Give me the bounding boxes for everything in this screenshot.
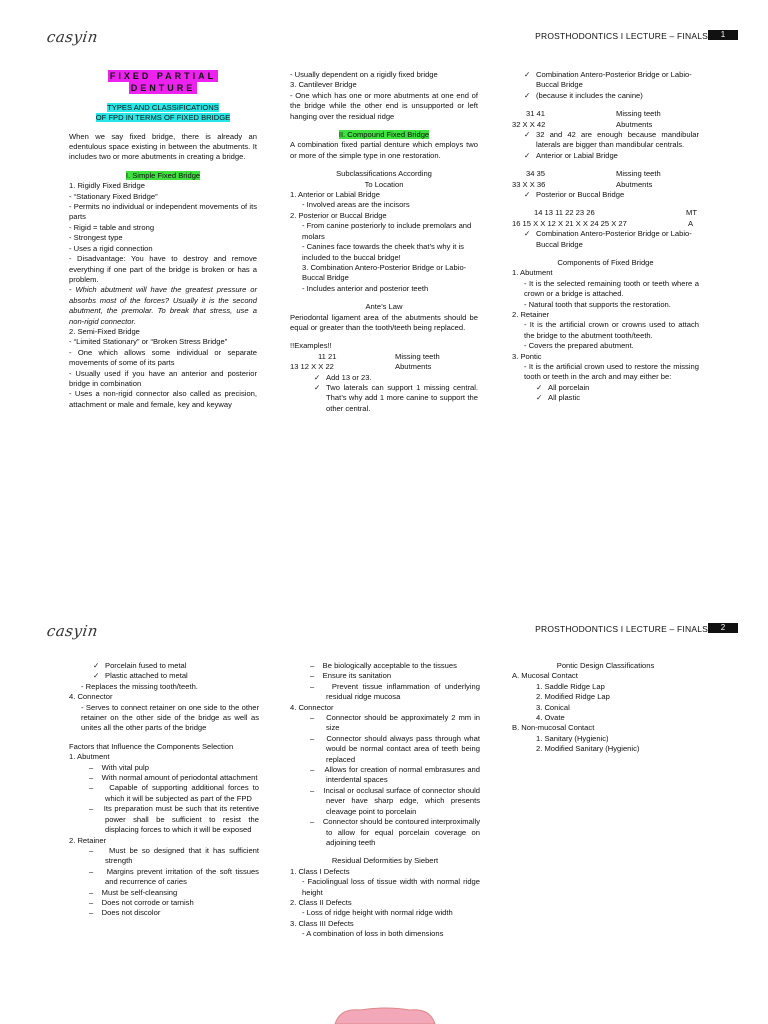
missing-teeth-label: Missing teeth <box>395 351 440 361</box>
check-item: ✓ All plastic <box>512 393 699 403</box>
column-1 <box>69 70 257 410</box>
list-item: - Involved areas are the incisors <box>302 200 410 210</box>
siebert-heading: Residual Deformities by Siebert <box>331 856 439 866</box>
pontic-design-heading: Pontic Design Classifications <box>556 661 655 670</box>
subclass-heading-1: Subclassifications According <box>336 169 432 179</box>
doc-title-line1: FIXED PARTIAL <box>109 71 217 81</box>
example-row <box>512 208 699 218</box>
abutments-label: Abutments <box>395 362 432 372</box>
check-item: ✓ Two laterals can support 1 missing central. That’s why add 1 more canine to support the other central. <box>290 383 478 414</box>
list-item: – Allows for creation of normal embrasures and interdental spaces <box>310 765 480 785</box>
abutment-numbers: 16 15 X X 12 X 21 X X 24 25 X 27 <box>512 218 627 228</box>
teeth-numbers: 31 41 <box>526 109 546 119</box>
list-item: 3. Combination Antero-Posterior Bridge or Labio-Buccal Bridge <box>302 262 467 283</box>
list-item: - Natural tooth that supports the restoration. <box>524 299 671 309</box>
mt-label: MT <box>686 208 697 218</box>
abutments-label: Abutments <box>616 119 653 129</box>
course-header: PROSTHODONTICS I LECTURE – FINALS <box>535 624 708 634</box>
list-item: – Capable of supporting additional forces to which it will be subjected as part of the FPD <box>89 783 259 803</box>
list-item: A. Mucosal Contact <box>512 671 578 681</box>
doc-title-line2: DENTURE <box>130 83 196 94</box>
list-item: - Usually dependent on a rigidly fixed bridge <box>290 70 438 79</box>
missing-teeth-label: Missing teeth <box>616 109 661 119</box>
page-number: 1 <box>708 30 738 40</box>
example-row <box>512 120 699 130</box>
abutments-label: Abutments <box>616 179 653 189</box>
column-3 <box>512 661 699 755</box>
list-item: - One which has one or more abutments at one end of the bridge while the other end is unsupported or left hanging over the residual ridge <box>290 90 478 121</box>
list-item: - Disadvantage: You have to destroy and remove everything if one part of the bridge is broken or has a problem. <box>69 254 257 284</box>
list-item: - Serves to connect retainer on one side to the other retainer on the other side of the bridge as well as unites all the other parts of the bridge <box>81 702 259 733</box>
tooth-illustration <box>330 1004 440 1024</box>
list-item: - Strongest type <box>69 233 123 243</box>
list-item: 2. Modified Sanitary (Hygienic) <box>536 744 640 754</box>
list-item: – With normal amount of periodontal attachment <box>89 773 258 783</box>
teeth-numbers: 14 13 11 22 23 26 <box>534 208 595 218</box>
list-item: – Connector should be approximately 2 mm in size <box>310 713 480 733</box>
list-item: - “Limited Stationary” or “Broken Stress Bridge” <box>69 337 228 347</box>
list-item: - From canine posteriorly to include premolars and molars <box>302 221 472 241</box>
page-2 <box>0 600 768 1024</box>
list-item: 1. Saddle Ridge Lap <box>536 681 605 691</box>
list-item: - Permits no individual or independent movements of its parts <box>69 202 257 222</box>
list-item: – Connector should be contoured interproximally to allow for equal porcelain coverage on adjoining teeth <box>310 817 480 847</box>
list-item: 3. Class III Defects <box>290 918 354 928</box>
list-item: - Which abutment will have the greatest pressure or absorbs most of the forces? Usually it is the second abutment, the premolar. To break that stress, use a non-rigid connector. <box>69 285 257 326</box>
list-item: - Covers the prepared abutment. <box>524 341 634 351</box>
list-item: - One which allows some individual or separate movements of some of its parts <box>69 347 257 368</box>
list-item: 1. Anterior or Labial Bridge <box>290 190 380 200</box>
list-item: 1. Abutment <box>512 268 553 278</box>
list-item: 2. Retainer <box>512 310 550 320</box>
list-item: 4. Connector <box>290 702 334 712</box>
list-item: - It is the artificial crown or crowns used to attach the bridge to the abutment tooth/teeth. <box>524 320 699 340</box>
subclass-heading-2: To Location <box>364 179 404 189</box>
components-heading: Components of Fixed Bridge <box>557 258 654 267</box>
list-item: 1. Class I Defects <box>290 866 350 876</box>
list-item: - “Stationary Fixed Bridge” <box>69 191 158 201</box>
check-item: ✓ Combination Antero-Posterior Bridge or Labio-Buccal Bridge <box>512 70 699 91</box>
list-item: 4. Connector <box>69 692 113 702</box>
list-item: – Prevent tissue inflammation of underlying residual ridge mucosa <box>310 681 480 702</box>
list-item: – Be biologically acceptable to the tissues <box>310 661 457 670</box>
list-item: 2. Semi-Fixed Bridge <box>69 326 140 336</box>
check-item: ✓ Porcelain fused to metal <box>69 661 259 671</box>
column-1 <box>69 661 259 919</box>
list-item: – Must be self-cleansing <box>89 887 178 897</box>
subtitle-line2: OF FPD IN TERMS OF FIXED BRIDGE <box>95 113 231 123</box>
abutment-numbers: 33 X X 36 <box>512 179 546 189</box>
check-item: ✓ All porcelain <box>512 383 699 393</box>
factors-heading: Factors that Influence the Components Selection <box>69 741 234 751</box>
list-item: 1. Abutment <box>69 752 110 762</box>
example-row <box>290 362 478 372</box>
list-item: - Canines face towards the cheek that’s why it is included to the buccal bridge! <box>302 242 464 262</box>
teeth-numbers: 34 35 <box>526 169 546 179</box>
check-item: ✓ Posterior or Buccal Bridge <box>512 190 699 200</box>
list-item: – Ensure its sanitation <box>310 671 392 681</box>
examples-label: !!Examples!! <box>290 341 332 351</box>
list-item: 3. Pontic <box>512 351 542 361</box>
list-item: – Must be so designed that it has sufficient strength <box>89 845 259 866</box>
list-item: 2. Modified Ridge Lap <box>536 692 610 702</box>
subtitle-line1: TYPES AND CLASSIFICATIONS <box>107 102 219 112</box>
example-row <box>290 352 478 362</box>
list-item: – With vital pulp <box>89 762 149 772</box>
example-row <box>512 169 699 179</box>
abutment-numbers: 32 X X 42 <box>512 119 546 129</box>
check-item: ✓ Anterior or Labial Bridge <box>512 151 699 161</box>
list-item: 2. Retainer <box>69 835 107 845</box>
check-item: ✓ 32 and 42 are enough because mandibular laterals are bigger than mandibular centrals. <box>512 130 699 151</box>
example-row <box>512 219 699 229</box>
example-row <box>512 180 699 190</box>
logo: casyin <box>45 622 100 640</box>
list-item: - Rigid = table and strong <box>69 222 155 232</box>
list-item: B. Non-mucosal Contact <box>512 723 595 733</box>
list-item: - Replaces the missing tooth/teeth. <box>81 681 198 691</box>
list-item: – Does not discolor <box>89 908 161 918</box>
intro-paragraph: When we say fixed bridge, there is already an edentulous space existing in between the abutments. It includes two or more abutments in creating a bridge. <box>69 131 257 162</box>
list-item: 2. Class II Defects <box>290 897 352 907</box>
list-item: - It is the selected remaining tooth or teeth where a crown or a bridge is attached. <box>524 278 699 299</box>
missing-teeth-label: Missing teeth <box>616 169 661 179</box>
list-item: 3. Cantilever Bridge <box>290 80 357 90</box>
list-item: - A combination of loss in both dimensions <box>302 929 444 939</box>
list-item: - It is the artificial crown used to restore the missing tooth or teeth in the arch and may either be: <box>524 362 699 382</box>
teeth-numbers: 11 21 <box>318 351 337 361</box>
list-item: – Incisal or occlusal surface of connector should never have sharp edge, which presents cleavage point to porcelain <box>310 785 480 816</box>
list-item: 4. Ovate <box>536 713 565 723</box>
list-item: 1. Rigidly Fixed Bridge <box>69 181 145 191</box>
list-item: 1. Sanitary (Hygienic) <box>536 733 609 743</box>
column-2 <box>290 661 480 940</box>
list-item: - Usually used if you have an anterior and posterior bridge in combination <box>69 368 257 388</box>
check-item: ✓ (because it includes the canine) <box>512 91 699 101</box>
list-item: – Its preparation must be such that its retentive power shall be sufficient to resist the displacing forces to which it will be exposed <box>89 804 260 835</box>
list-item: – Margins prevent irritation of the soft tissues and recurrence of caries <box>89 866 259 887</box>
compound-bridge-heading: II. Compound Fixed Bridge <box>338 130 430 140</box>
page-number: 2 <box>708 623 738 633</box>
column-2 <box>290 70 478 414</box>
check-item: ✓ Plastic attached to metal <box>69 671 259 681</box>
example-row <box>512 109 699 119</box>
check-item: ✓ Add 13 or 23. <box>290 373 478 383</box>
antes-law-heading: Ante’s Law <box>365 302 403 312</box>
compound-paragraph: A combination fixed partial denture which employs two or more of the simple type in one restoration. <box>290 140 478 160</box>
abutment-numbers: 13 12 X X 22 <box>290 362 334 372</box>
list-item: – Connector should always pass through what would be normal contact area of teeth being replaced <box>310 733 480 764</box>
list-item: - Uses a rigid connection <box>69 243 153 253</box>
list-item: - Loss of ridge height with normal ridge width <box>302 908 453 918</box>
antes-law-paragraph: Periodontal ligament area of the abutments should be equal or greater than the tooth/teeth being replaced. <box>290 312 478 332</box>
list-item: - Includes anterior and posterior teeth <box>302 283 429 293</box>
simple-bridge-heading: I. Simple Fixed Bridge <box>125 170 201 180</box>
list-item: – Does not corrode or tarnish <box>89 897 194 907</box>
list-item: 2. Posterior or Buccal Bridge <box>290 210 387 220</box>
a-label: A <box>688 218 694 228</box>
logo: casyin <box>45 28 100 46</box>
column-3 <box>512 70 699 404</box>
list-item: 3. Conical <box>536 702 570 712</box>
list-item: - Uses a non-rigid connector also called as precision, attachment or male and female, key and keyway <box>69 389 257 409</box>
check-item: ✓ Combination Antero-Posterior Bridge or Labio-Buccal Bridge <box>512 229 699 250</box>
course-header: PROSTHODONTICS I LECTURE – FINALS <box>535 31 708 41</box>
list-item: - Faciolingual loss of tissue width with normal ridge height <box>302 877 480 897</box>
